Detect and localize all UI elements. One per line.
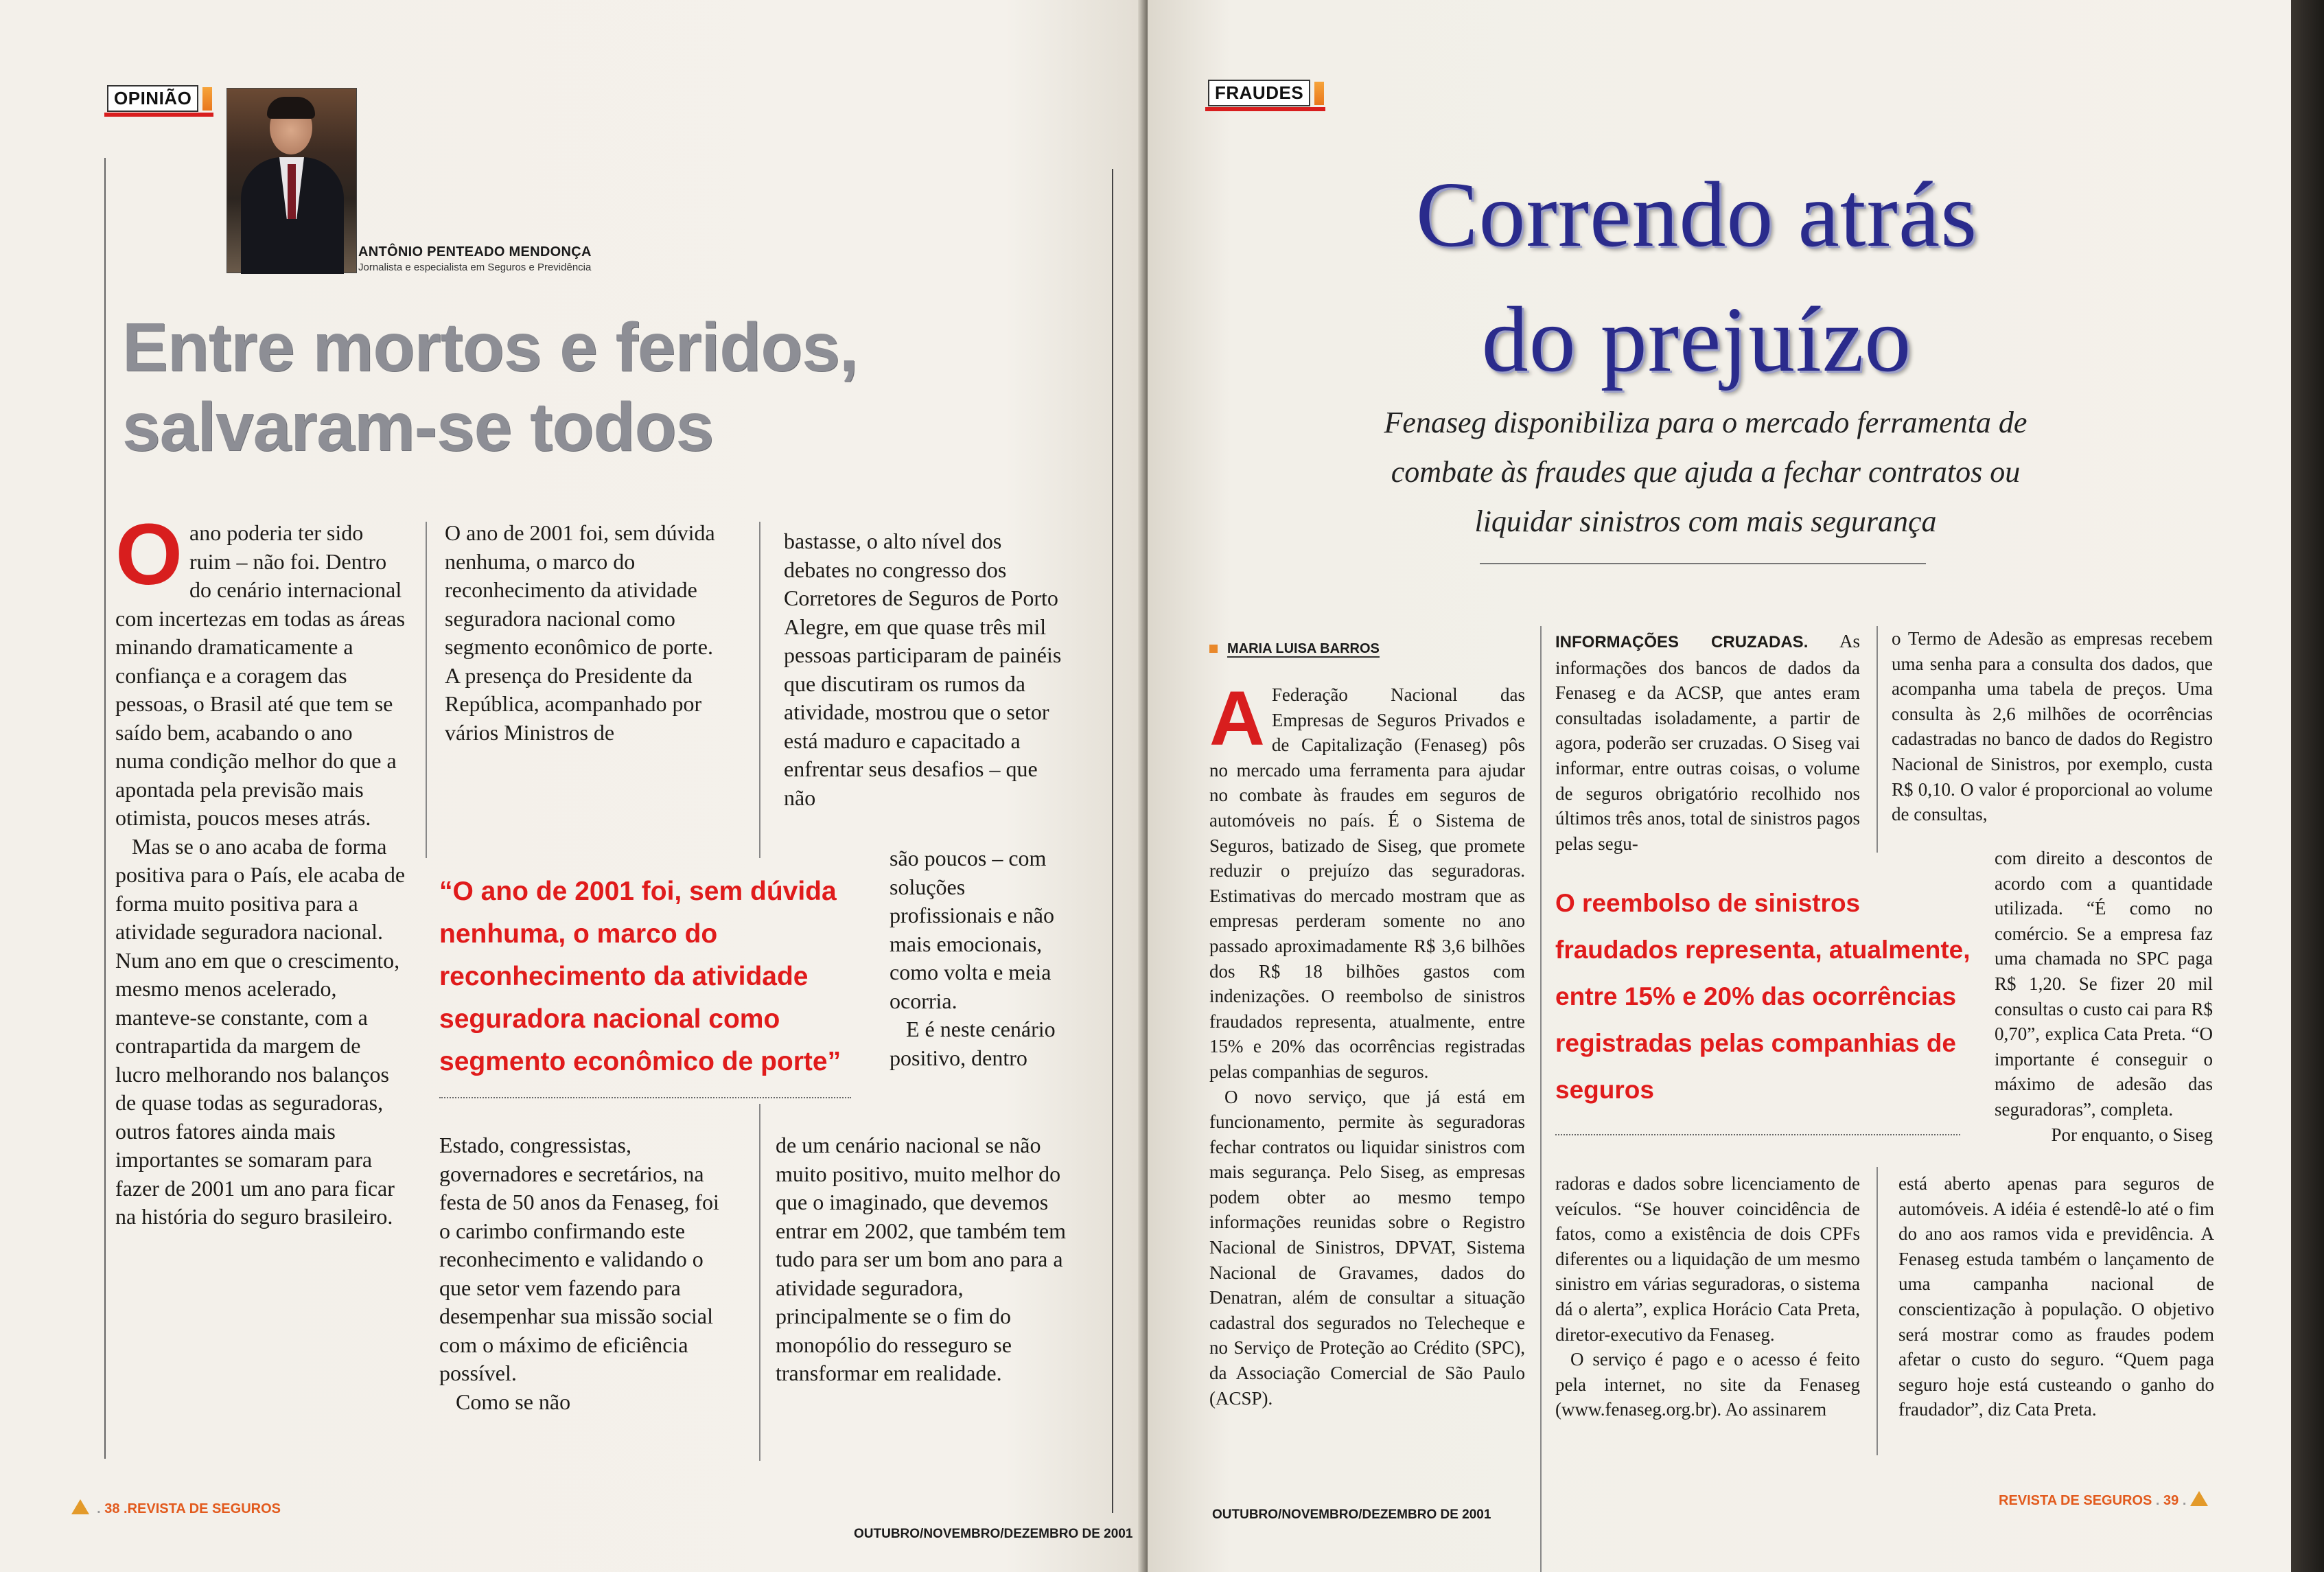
folio-right: REVISTA DE SEGUROS . 39 .	[1999, 1491, 2208, 1509]
author-name: ANTÔNIO PENTEADO MENDONÇA	[358, 244, 592, 259]
magazine-logo-icon	[2190, 1491, 2208, 1506]
article-headline: Correndo atrás do prejuízo	[1415, 163, 1978, 391]
frame-rule-right	[1112, 169, 1113, 1513]
section-tag-fraudes: FRAUDES	[1205, 80, 1325, 111]
column-3-bottom: de um cenário nacional se não muito positivo, muito melhor do que o imaginado, que devemos entrar em 2002, que também tem tudo para ser um bom ano para a atividade seguradora, principalmente se o fim do monopólio do resseguro se transformar em realidade.	[776, 1133, 1066, 1385]
column-rule-r1	[1540, 626, 1542, 1572]
column-rule-1	[426, 522, 427, 858]
folio-date-right: OUTUBRO/NOVEMBRO/DEZEMBRO DE 2001	[1212, 1507, 1491, 1522]
right-column-3-bottom: está aberto apenas para seguros de automóveis. A idéia é estendê-lo até o fim do ano aos ramos vida e previdência. A Fenaseg estuda também o lançamento de uma campanha nacional de conscientização à população. O objetivo será mostrar como as fraudes podem afetar o custo do seguro. “Quem paga seguro hoje está custeando o ganho do fraudador”, diz Cata Preta.	[1898, 1173, 2214, 1420]
magazine-logo-icon	[71, 1499, 89, 1514]
right-column-2-top: INFORMAÇÕES CRUZADAS. As informações dos bancos de dados da Fenaseg e da ACSP, que antes eram consultadas isoladamente, a partir de agora, poderão ser cruzadas. O Siseg vai informar, entre outras coisas, o volume de seguros obrigatório recolhido nos últimos três anos, total de sinistros pagos pelas segu-	[1555, 631, 1860, 854]
column-3-narrow: são poucos – com soluções profissionais e não mais emocionais, como volta e meia ocorria. E é neste cenário positivo, dentro	[890, 846, 1056, 1070]
pull-quote-rule	[439, 1097, 851, 1098]
column-1: Oano poderia ter sido ruim – não foi. Dentro do cenário internacional com incertezas em todas as áreas minando dramaticamente a confiança e a coragem das pessoas, o Brasil até que tem se saído bem, acabando o ano numa condição melhor do que a apontada pela previsão mais otimista, poucos meses atrás. Mas se o ano acaba de forma positiva para o País, ele acaba de forma muito positiva para a atividade seguradora nacional. Num ano em que o crescimento, mesmo menos acelerado, manteve-se constante, com a contrapartida da margem de lucro melhorando nos balanços de quase todas as seguradoras, outros fatores ainda mais importantes se somaram para fazer de 2001 um ano para ficar na história do seguro brasileiro.	[115, 506, 406, 1229]
right-column-1: A Federação Nacional das Empresas de Seguros Privados e de Capitalização (Fenaseg) pôs no mercado uma ferramenta para ajudar no combate às fraudes em seguros de automóveis no país. É o Sistema de Seguros, batizado de Siseg, que promete reduzir o prejuízo das seguradoras. Estimativas do mercado mostram que as empresas perderam somente no ano passado aproximadamente R$ 3,6 bilhões dos R$ 18 bilhões gastos com indenizações. O reembolso de sinistros fraudados representa, atualmente, entre 15% e 20% das ocorrências registradas pelas companhias de seguros. O novo serviço, que já está em funcionamento, permite às seguradoras fechar contratos ou liquidar sinistros com mais segurança. Pelo Siseg, as empresas podem obter ao mesmo tempo informações reunidas sobre o Registro Nacional de Sinistros, DPVAT, Sistema Nacional de Gravames, dados do Denatran, além de consultar a situação cadastral dos segurados no Telecheque e no Serviço de Proteção ao Crédito (SPC), da Associação Comercial de São Paulo (ACSP).	[1209, 675, 1525, 1409]
drop-cap: O	[115, 506, 183, 603]
subhead-rule	[1480, 563, 1926, 564]
byline: MARIA LUISA BARROS	[1209, 641, 1380, 657]
column-rule-2	[759, 522, 760, 858]
column-rule-r3	[1876, 1167, 1878, 1455]
folio-date-left: OUTUBRO/NOVEMBRO/DEZEMBRO DE 2001	[854, 1527, 1133, 1541]
right-column-3-top: o Termo de Adesão as empresas recebem uma senha para a consulta dos dados, que acompanha uma tabela de preços. Uma consulta às 2,6 milhões de ocorrências cadastradas no banco de dados do Registro Nacional de Sinistros, por exemplo, custa R$ 0,10. O valor é proporcional ao volume de consultas,	[1892, 628, 2213, 825]
frame-rule-left	[104, 158, 106, 1459]
right-column-2-bottom: radoras e dados sobre licenciamento de veículos. “Se houver coincidência de fatos, como a existência de dois CPFs diferentes ou a liquidação de um mesmo sinistro em várias seguradoras, o sistema dá o alerta”, explica Horácio Cata Preta, diretor-executivo da Fenaseg. O serviço é pago e o acesso é feito pela internet, no site da Fenaseg (www.fenaseg.org.br). Ao assinarem	[1555, 1173, 1860, 1420]
tag-marker	[202, 87, 212, 111]
article-subhead: Fenaseg disponibiliza para o mercado ferramenta de combate às fraudes que ajuda a fechar contratos ou liquidar sinistros com mais segurança	[1384, 406, 2027, 538]
tag-marker	[1314, 82, 1324, 105]
column-rule-3	[759, 1104, 760, 1461]
column-3-top: bastasse, o alto nível dos debates no congresso dos Corretores de Seguros de Porto Alegre, em que quase três mil pessoas participaram de painéis que discutiram os rumos da atividade, mostrou que o setor está maduro e capacitado a enfrentar seus desafios – que não	[784, 529, 1062, 810]
drop-cap: A	[1209, 675, 1265, 761]
author-role: Jornalista e especialista em Seguros e Previdência	[358, 262, 592, 273]
column-2-top: O ano de 2001 foi, sem dúvida nenhuma, o marco do reconhecimento da atividade seguradora nacional como segmento econômico de porte. A presença do Presidente da República, acompanhado por vários Ministros de	[445, 520, 715, 745]
folio-left: . 38 .REVISTA DE SEGUROS	[71, 1499, 281, 1517]
article-headline: Entre mortos e feridos, salvaram-se todos	[122, 309, 858, 465]
author-photo	[226, 88, 357, 273]
scan-edge	[2291, 0, 2324, 1572]
column-rule-r2	[1876, 626, 1878, 853]
column-2-bottom: Estado, congressistas, governadores e secretários, na festa de 50 anos da Fenaseg, foi o carimbo confirmando este reconhecimento e validando o que setor vem fazendo para desempenhar sua missão social com o máximo de eficiência possível. Como se não	[439, 1133, 719, 1414]
section-kicker: INFORMAÇÕES CRUZADAS.	[1555, 633, 1809, 651]
left-page	[0, 0, 1143, 1572]
pull-quote: “O ano de 2001 foi, sem dúvida nenhuma, o marco do reconhecimento da atividade seguradora nacional como segmento econômico de porte”	[439, 877, 841, 1076]
pull-quote: O reembolso de sinistros fraudados representa, atualmente, entre 15% e 20% das ocorrências registradas pelas companhias de seguros	[1555, 889, 1971, 1104]
section-tag-opiniao: OPINIÃO	[104, 85, 213, 117]
right-column-3-narrow: com direito a descontos de acordo com a quantidade utilizada. “É como no comércio. Se a empresa faz uma chamada no SPC paga R$ 1,20. Se fizer 20 mil consultas o custo cai para R$ 0,70”, explica Cata Preta. “O importante é conseguir o máximo de adesão das seguradoras”, completa. Por enquanto, o Siseg	[1995, 848, 2213, 1145]
pull-quote-rule	[1555, 1134, 1960, 1135]
